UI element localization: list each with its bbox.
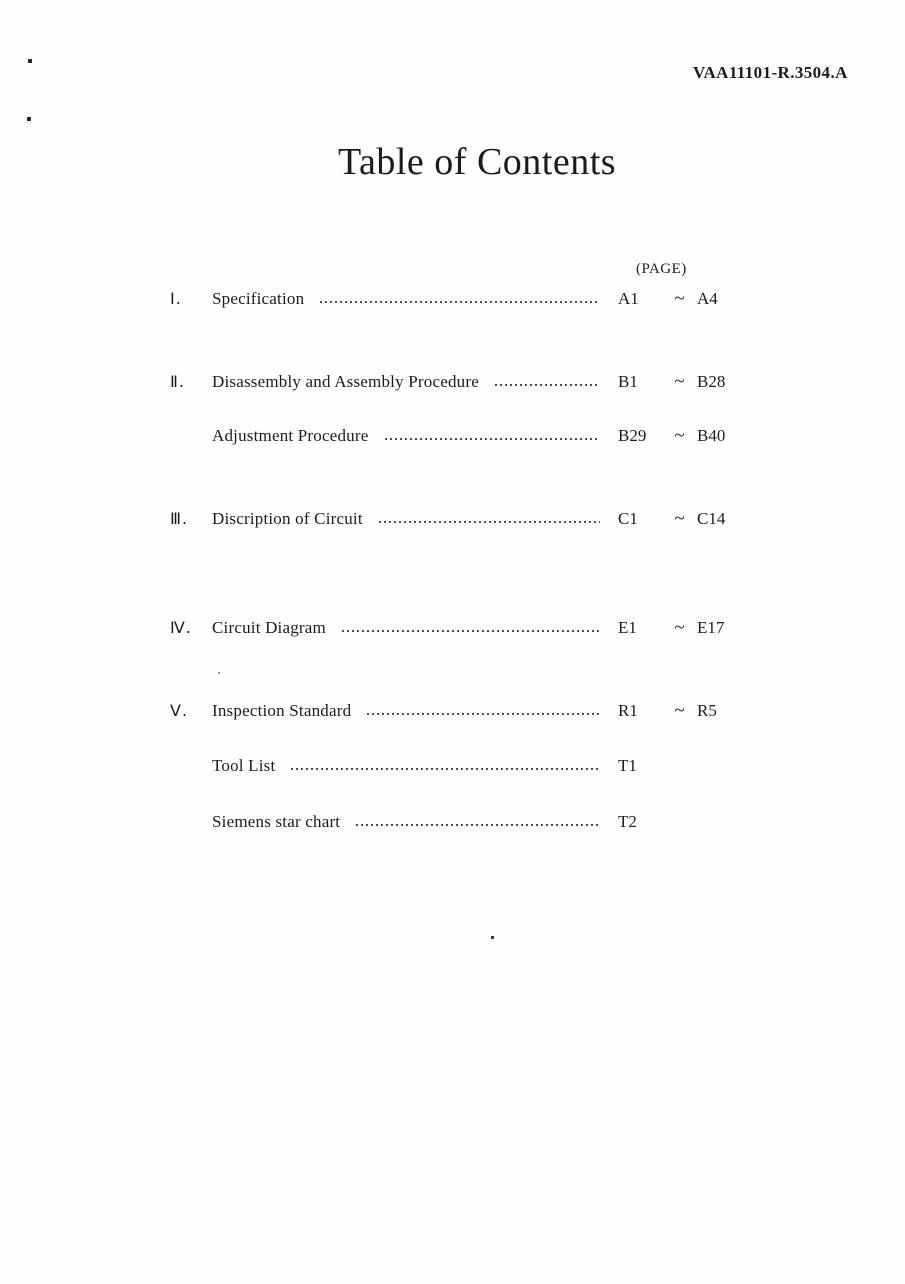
- toc-page-tilde: ~: [674, 371, 685, 392]
- toc-label: Tool List: [212, 756, 276, 775]
- toc-label: Circuit Diagram: [212, 618, 326, 637]
- toc-page-start: B1: [618, 372, 638, 391]
- toc-row-circuit-description: [170, 507, 747, 531]
- toc-page-tilde: ~: [674, 700, 685, 721]
- dotted-leader: [495, 384, 600, 386]
- toc-row-specification: [170, 287, 747, 311]
- dotted-leader: [379, 521, 600, 523]
- toc-numeral: Ⅰ.: [170, 289, 182, 308]
- toc-page-start: A1: [618, 289, 639, 308]
- toc-page-start: B29: [618, 426, 647, 445]
- toc-row-circuit-diagram: [170, 616, 747, 640]
- toc-label: Specification: [212, 289, 305, 308]
- dotted-leader: [356, 824, 600, 826]
- toc-numeral: Ⅱ.: [170, 372, 185, 391]
- toc-page-start: T2: [618, 812, 637, 831]
- toc-page-end: A4: [697, 289, 718, 308]
- scan-speck: [491, 936, 494, 939]
- toc-label: Siemens star chart: [212, 812, 341, 831]
- toc-page-end: B28: [697, 372, 726, 391]
- toc-page-tilde: ~: [674, 617, 685, 638]
- dotted-leader: [291, 768, 600, 770]
- toc-row-disassembly: [170, 370, 747, 394]
- toc-page-start: E1: [618, 618, 637, 637]
- toc-numeral: Ⅴ.: [170, 701, 189, 720]
- dotted-leader: [367, 713, 600, 715]
- toc-label: Inspection Standard: [212, 701, 352, 720]
- toc-row-siemens-star-chart: [170, 810, 747, 834]
- toc-label: Discription of Circuit: [212, 509, 363, 528]
- page-column-header: (PAGE): [636, 261, 687, 277]
- toc-row-tool-list: [170, 754, 747, 778]
- toc-page-start: T1: [618, 756, 637, 775]
- scan-speck: [218, 672, 220, 674]
- toc-page-tilde: ~: [674, 425, 685, 446]
- toc-numeral: Ⅳ.: [170, 618, 192, 637]
- dotted-leader: [342, 630, 600, 632]
- toc-numeral: Ⅲ.: [170, 509, 189, 528]
- toc-page-tilde: ~: [674, 508, 685, 529]
- toc-row-inspection-standard: [170, 699, 747, 723]
- toc-page-end: B40: [697, 426, 726, 445]
- toc-row-adjustment: [170, 424, 747, 448]
- scan-speck: [28, 59, 32, 63]
- toc-label: Adjustment Procedure: [212, 426, 369, 445]
- toc-label: Disassembly and Assembly Procedure: [212, 372, 479, 391]
- toc-page-tilde: ~: [674, 288, 685, 309]
- scan-speck: [27, 117, 31, 121]
- toc-page-end: R5: [697, 701, 717, 720]
- toc-page-start: R1: [618, 701, 638, 720]
- page-title: Table of Contents: [337, 141, 617, 183]
- document-number: VAA11101-R.3504.A: [693, 63, 848, 82]
- dotted-leader: [385, 438, 601, 440]
- toc-page-end: E17: [697, 618, 725, 637]
- toc-page-end: C14: [697, 509, 726, 528]
- toc-page-start: C1: [618, 509, 638, 528]
- dotted-leader: [320, 301, 600, 303]
